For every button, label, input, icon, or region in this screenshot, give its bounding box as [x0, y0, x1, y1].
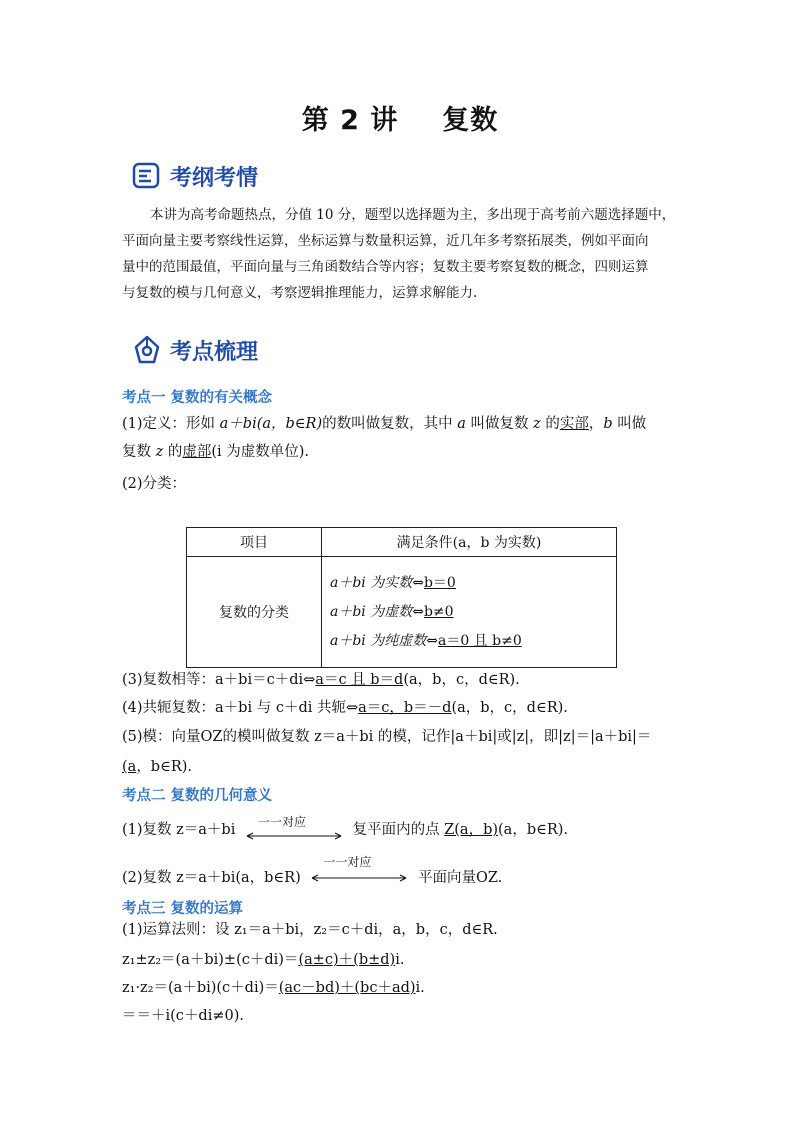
equality-answer: a＝c 且 b＝d — [315, 672, 404, 688]
page-title — [0, 98, 800, 137]
intro-line: 与复数的模与几何意义，考察逻辑推理能力，运算求解能力. — [122, 285, 478, 301]
kaodian-1-heading: 考点一 复数的有关概念 — [122, 390, 273, 406]
table-header-condition: 满足条件(a，b 为实数) — [322, 528, 617, 557]
multiply-answer: (ac－bd)＋(bc＋ad) — [278, 980, 416, 996]
multiply-line: z₁·z₂＝(a＋bi)(c＋di)＝(ac－bd)＋(bc＋ad)i. — [122, 980, 425, 996]
condition-imaginary: a＋bi 为虚数⇔b≠0 — [330, 603, 454, 620]
classification-table — [186, 527, 617, 668]
conjugate-answer: a＝c，b＝－d — [358, 700, 452, 716]
section-heading-points — [132, 332, 258, 368]
kaodian-2-heading: 考点二 复数的几何意义 — [122, 788, 273, 804]
table-row-label: 复数的分类 — [187, 557, 322, 668]
add-sub-answer: (a±c)＋(b±d) — [298, 952, 396, 968]
section-heading-text: 考纲考情 — [170, 165, 259, 191]
intro-paragraph — [122, 202, 692, 306]
section-heading-outline — [132, 158, 258, 194]
condition-pure-imaginary: a＋bi 为纯虚数⇔a＝0 且 b≠0 — [330, 632, 522, 649]
imag-part-answer: 虚部 — [182, 444, 212, 460]
modulus-line-2: (a，b∈R). — [122, 759, 193, 775]
complex-equality-line: (3)复数相等：a＋bi＝c＋di⇔a＝c 且 b＝d(a，b，c，d∈R). — [122, 672, 520, 688]
classify-label: (2)分类： — [122, 476, 187, 492]
lecture-topic: 复数 — [442, 105, 499, 136]
one-to-one-arrow — [244, 815, 344, 841]
intro-line: 平面向量主要考察线性运算，坐标运算与数量积运算，近几年多考察拓展类，例如平面向 — [122, 233, 649, 249]
geometric-line-2: (2)复数 z＝a＋bi(a，b∈R) 一一对应 平面向量OZ. — [122, 866, 502, 889]
definition-line-1: (1)定义：形如 a＋bi(a，b∈R)的数叫做复数，其中 a 叫做复数 z 的实部，b 叫做 — [122, 416, 647, 432]
table-conditions — [322, 557, 617, 668]
intro-line: 量中的范围最值，平面向量与三角函数结合等内容；复数主要考察复数的概念，四则运算 — [122, 259, 649, 275]
geometric-line-1: (1)复数 z＝a＋bi 一一对应 复平面内的点 Z(a，b)(a，b∈R). — [122, 818, 568, 841]
point-answer: Z(a，b) — [444, 822, 499, 838]
definition-line-2: 复数 z 的虚部(i 为虚数单位). — [122, 444, 310, 460]
conjugate-line: (4)共轭复数：a＋bi 与 c＋di 共轭⇔a＝c，b＝－d(a，b，c，d∈R). — [122, 700, 568, 716]
pin-icon — [132, 334, 162, 366]
one-to-one-arrow — [309, 855, 409, 889]
condition-real: a＋bi 为实数⇔b＝0 — [330, 574, 456, 591]
arrow-label: 一一对应 — [257, 815, 306, 829]
add-sub-line: z₁±z₂＝(a＋bi)±(c＋di)＝(a±c)＋(b±d)i. — [122, 952, 405, 968]
arrow-label: 一一对应 — [323, 855, 372, 869]
section-heading-text: 考点梳理 — [170, 339, 259, 365]
table-header-item: 项目 — [187, 528, 322, 557]
modulus-line-1: (5)模：向量OZ的模叫做复数 z＝a＋bi 的模，记作|a＋bi|或|z|，即|z|＝|a＋bi|＝ — [122, 729, 652, 745]
division-line: ＝＝＋i(c＋di≠0). — [122, 1008, 244, 1024]
lecture-number: 第 2 讲 — [301, 105, 399, 136]
real-part-answer: 实部 — [559, 416, 589, 432]
operations-rule-line: (1)运算法则：设 z₁＝a＋bi，z₂＝c＋di，a，b，c，d∈R. — [122, 922, 498, 938]
kaodian-3-heading: 考点三 复数的运算 — [122, 901, 244, 917]
outline-icon — [132, 162, 162, 190]
intro-line: 本讲为高考命题热点，分值 10 分，题型以选择题为主，多出现于高考前六题选择题中， — [150, 207, 676, 223]
